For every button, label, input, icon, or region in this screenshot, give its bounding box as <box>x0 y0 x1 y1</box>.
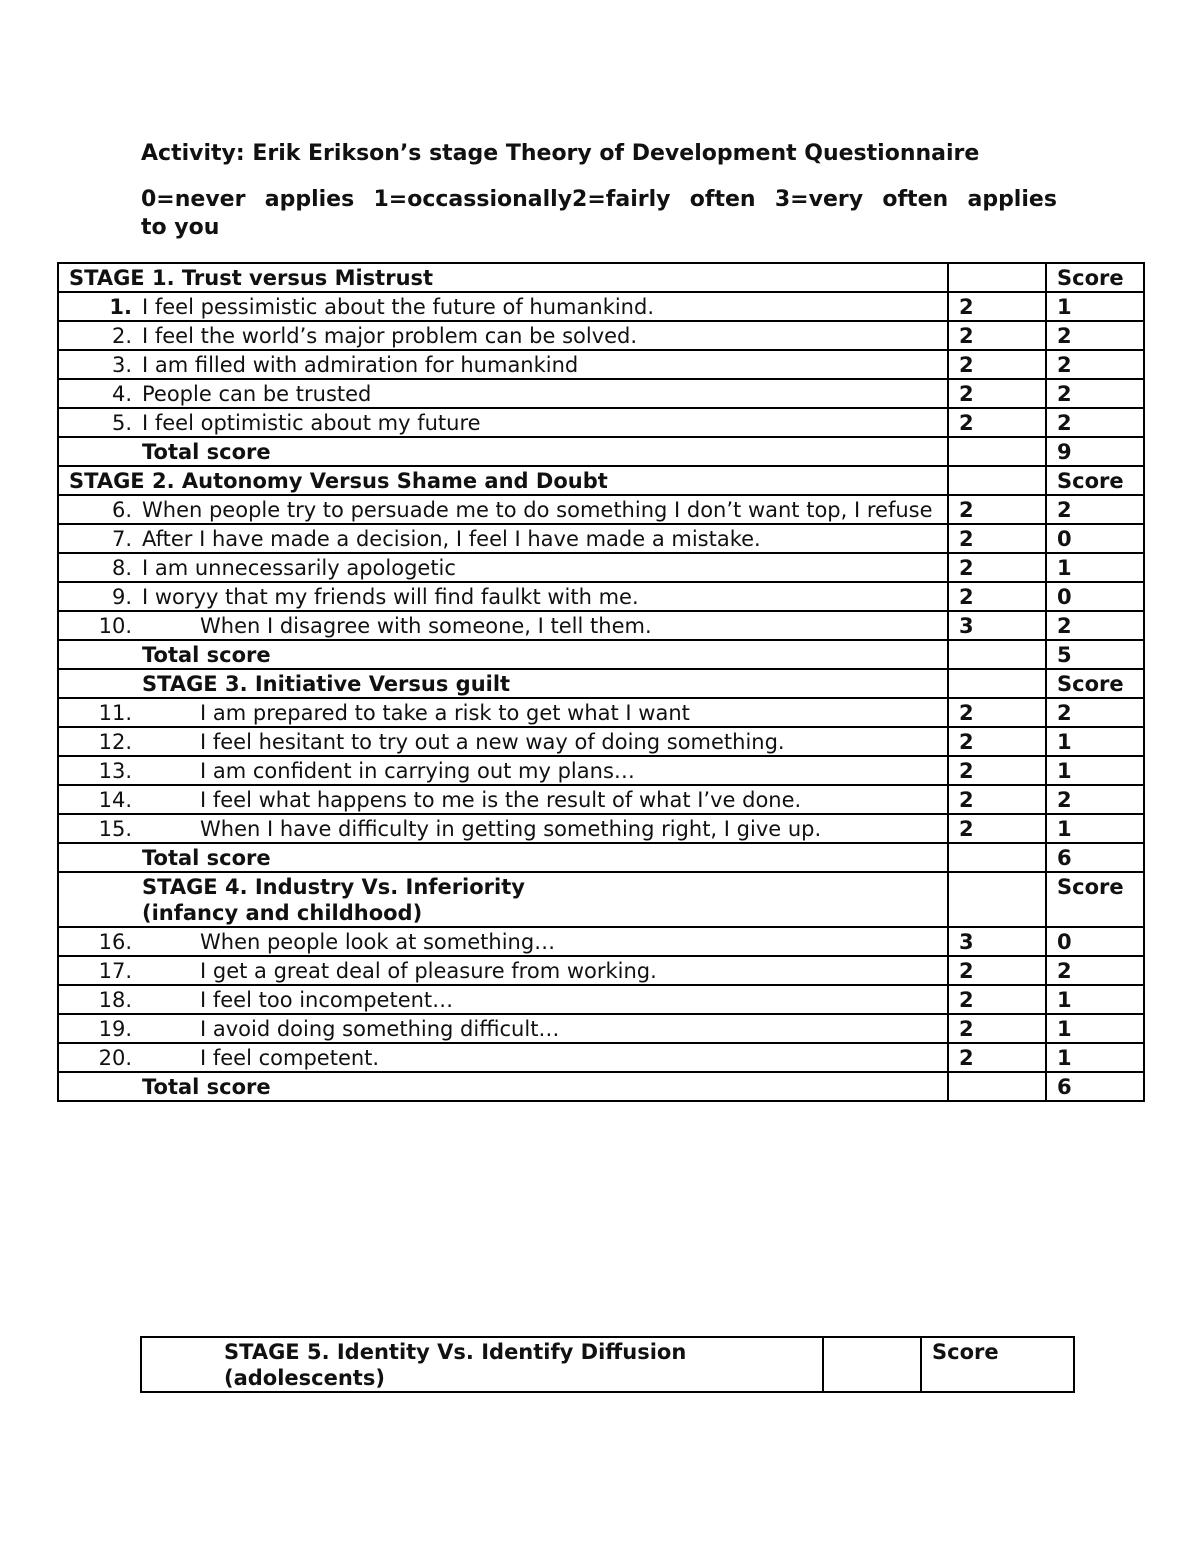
rating-value: 2 <box>948 956 1046 985</box>
question-text: I feel competent. <box>200 1046 380 1070</box>
question-row <box>58 698 1144 727</box>
question-row <box>58 785 1144 814</box>
question-item <box>59 1016 947 1042</box>
total-score: 5 <box>1046 640 1144 669</box>
total-row <box>58 843 1144 872</box>
stage-heading <box>58 872 948 927</box>
score-value: 2 <box>1046 495 1144 524</box>
question-text: People can be trusted <box>142 382 372 406</box>
question-cell <box>58 292 948 321</box>
legend-word: 1=occassionally2=fairly <box>373 187 671 212</box>
question-row <box>58 611 1144 640</box>
score-value: 2 <box>1046 956 1144 985</box>
total-score: 6 <box>1046 843 1144 872</box>
stage-heading-line1: STAGE 4. Industry Vs. Inferiority <box>142 875 525 899</box>
stage-heading-line1: STAGE 2. Autonomy Versus Shame and Doubt <box>69 469 608 493</box>
legend-word: often <box>689 187 756 212</box>
question-item <box>59 700 947 726</box>
question-text: I am prepared to take a risk to get what I want <box>200 701 690 725</box>
score-value: 2 <box>1046 379 1144 408</box>
rating-value: 2 <box>948 985 1046 1014</box>
score-value: 1 <box>1046 756 1144 785</box>
question-item <box>59 787 947 813</box>
stage-heading-line1: STAGE 3. Initiative Versus guilt <box>142 672 511 696</box>
question-text: I am filled with admiration for humankind <box>142 353 579 377</box>
question-text: When people try to persuade me to do something I don’t want top, I refuse <box>142 498 933 522</box>
question-item <box>59 758 947 784</box>
question-cell <box>58 350 948 379</box>
rating-value: 2 <box>948 727 1046 756</box>
score-value: 2 <box>1046 350 1144 379</box>
question-text: I feel optimistic about my future <box>142 411 481 435</box>
question-row <box>58 814 1144 843</box>
document-title: Activity: Erik Erikson’s stage Theory of Development Questionnaire <box>141 141 980 166</box>
rating-value: 2 <box>948 582 1046 611</box>
question-text: When I have difficulty in getting something right, I give up. <box>200 817 822 841</box>
question-item <box>59 352 947 378</box>
question-number: 6. <box>111 498 132 522</box>
rating-value: 2 <box>948 756 1046 785</box>
blank-cell <box>948 1072 1046 1101</box>
stage5-heading-line1: STAGE 5. Identity Vs. Identify Diffusion <box>224 1340 687 1364</box>
score-value: 0 <box>1046 927 1144 956</box>
question-number: 11. <box>98 701 132 725</box>
total-score: 6 <box>1046 1072 1144 1101</box>
blank-cell <box>948 669 1046 698</box>
question-number: 7. <box>111 527 132 551</box>
rating-value: 2 <box>948 379 1046 408</box>
question-item <box>59 323 947 349</box>
rating-value: 2 <box>948 785 1046 814</box>
legend-word: applies <box>967 187 1057 212</box>
score-header: Score <box>1046 872 1144 927</box>
rating-value: 2 <box>948 495 1046 524</box>
stage5-heading <box>141 1337 823 1392</box>
rating-value: 2 <box>948 524 1046 553</box>
question-cell <box>58 611 948 640</box>
question-cell <box>58 1014 948 1043</box>
question-item <box>59 526 947 552</box>
question-row <box>58 379 1144 408</box>
question-cell <box>58 379 948 408</box>
questionnaire-table <box>57 262 1145 1102</box>
question-text: I get a great deal of pleasure from working. <box>200 959 657 983</box>
stage5-heading-line2: (adolescents) <box>224 1366 385 1390</box>
question-number: 2. <box>111 324 132 348</box>
score-header: Score <box>1046 263 1144 292</box>
question-text: I woryy that my friends will find faulkt with me. <box>142 585 639 609</box>
rating-value: 2 <box>948 292 1046 321</box>
rating-value: 2 <box>948 350 1046 379</box>
legend-word: 0=never <box>141 187 246 212</box>
question-text: After I have made a decision, I feel I have made a mistake. <box>142 527 761 551</box>
question-text: I am confident in carrying out my plans… <box>200 759 635 783</box>
score-value: 2 <box>1046 408 1144 437</box>
score-value: 1 <box>1046 1014 1144 1043</box>
rating-value: 2 <box>948 698 1046 727</box>
score-value: 0 <box>1046 582 1144 611</box>
question-row <box>58 956 1144 985</box>
total-label: Total score <box>58 1072 948 1101</box>
question-item <box>59 958 947 984</box>
legend-line-2: to you <box>141 215 220 240</box>
stage-heading <box>58 669 948 698</box>
question-number: 9. <box>111 585 132 609</box>
question-row <box>58 495 1144 524</box>
legend-word: 3=very <box>774 187 864 212</box>
stage5-blank-cell <box>823 1337 921 1392</box>
question-number: 15. <box>98 817 132 841</box>
question-text: I feel the world’s major problem can be solved. <box>142 324 638 348</box>
question-item <box>59 729 947 755</box>
question-row <box>58 985 1144 1014</box>
question-number: 12. <box>98 730 132 754</box>
blank-cell <box>948 437 1046 466</box>
total-row <box>58 1072 1144 1101</box>
question-text: When people look at something… <box>200 930 556 954</box>
question-number: 17. <box>98 959 132 983</box>
question-text: I feel pessimistic about the future of humankind. <box>142 295 654 319</box>
stage5-heading-row <box>141 1337 1074 1392</box>
stage5-score-label: Score <box>921 1337 1074 1392</box>
rating-value: 2 <box>948 1014 1046 1043</box>
stage5-table <box>140 1336 1075 1393</box>
score-header: Score <box>1046 669 1144 698</box>
total-row <box>58 437 1144 466</box>
question-number: 13. <box>98 759 132 783</box>
legend-word: applies <box>264 187 355 212</box>
question-row <box>58 524 1144 553</box>
question-number: 1. <box>109 295 132 319</box>
question-cell <box>58 756 948 785</box>
question-text: When I disagree with someone, I tell them. <box>200 614 652 638</box>
stage-heading-line2: (infancy and childhood) <box>142 901 423 925</box>
score-header: Score <box>1046 466 1144 495</box>
score-value: 1 <box>1046 814 1144 843</box>
question-number: 16. <box>98 930 132 954</box>
score-value: 1 <box>1046 553 1144 582</box>
question-cell <box>58 785 948 814</box>
question-row <box>58 582 1144 611</box>
blank-cell <box>948 872 1046 927</box>
stage-heading-row <box>58 872 1144 927</box>
question-number: 19. <box>98 1017 132 1041</box>
score-value: 2 <box>1046 698 1144 727</box>
score-value: 2 <box>1046 611 1144 640</box>
question-text: I am unnecessarily apologetic <box>142 556 456 580</box>
question-item <box>59 929 947 955</box>
question-number: 5. <box>111 411 132 435</box>
question-cell <box>58 495 948 524</box>
question-number: 8. <box>111 556 132 580</box>
total-label: Total score <box>58 437 948 466</box>
score-value: 0 <box>1046 524 1144 553</box>
score-value: 1 <box>1046 1043 1144 1072</box>
total-row <box>58 640 1144 669</box>
question-cell <box>58 727 948 756</box>
total-score: 9 <box>1046 437 1144 466</box>
stage-heading-line1: STAGE 1. Trust versus Mistrust <box>69 266 434 290</box>
question-item <box>59 294 947 320</box>
stage-heading <box>58 466 948 495</box>
question-text: I feel hesitant to try out a new way of doing something. <box>200 730 785 754</box>
question-row <box>58 727 1144 756</box>
question-row <box>58 1043 1144 1072</box>
question-number: 20. <box>98 1046 132 1070</box>
question-item <box>59 497 947 523</box>
rating-value: 2 <box>948 553 1046 582</box>
score-value: 2 <box>1046 321 1144 350</box>
stage-heading-row <box>58 466 1144 495</box>
legend-line-1 <box>141 186 1057 214</box>
question-number: 14. <box>98 788 132 812</box>
rating-value: 3 <box>948 611 1046 640</box>
question-cell <box>58 582 948 611</box>
question-item <box>59 816 947 842</box>
question-cell <box>58 321 948 350</box>
rating-value: 2 <box>948 1043 1046 1072</box>
question-number: 4. <box>111 382 132 406</box>
question-text: I avoid doing something difficult… <box>200 1017 560 1041</box>
question-row <box>58 756 1144 785</box>
rating-value: 2 <box>948 321 1046 350</box>
score-value: 1 <box>1046 292 1144 321</box>
question-row <box>58 350 1144 379</box>
question-number: 10. <box>98 614 132 638</box>
question-cell <box>58 698 948 727</box>
question-item <box>59 381 947 407</box>
rating-legend <box>141 186 1057 242</box>
score-value: 2 <box>1046 785 1144 814</box>
blank-cell <box>948 640 1046 669</box>
question-row <box>58 292 1144 321</box>
question-item <box>59 584 947 610</box>
question-item <box>59 555 947 581</box>
total-label: Total score <box>58 843 948 872</box>
blank-cell <box>948 843 1046 872</box>
question-item <box>59 987 947 1013</box>
question-item <box>59 410 947 436</box>
legend-word: often <box>882 187 949 212</box>
question-cell <box>58 814 948 843</box>
question-row <box>58 553 1144 582</box>
question-cell <box>58 524 948 553</box>
question-cell <box>58 985 948 1014</box>
score-value: 1 <box>1046 985 1144 1014</box>
question-row <box>58 408 1144 437</box>
question-text: I feel too incompetent… <box>200 988 454 1012</box>
blank-cell <box>948 263 1046 292</box>
question-cell <box>58 408 948 437</box>
stage-heading <box>58 263 948 292</box>
rating-value: 2 <box>948 814 1046 843</box>
question-cell <box>58 927 948 956</box>
question-number: 3. <box>111 353 132 377</box>
total-label: Total score <box>58 640 948 669</box>
rating-value: 2 <box>948 408 1046 437</box>
question-cell <box>58 956 948 985</box>
question-row <box>58 321 1144 350</box>
rating-value: 3 <box>948 927 1046 956</box>
stage-heading-row <box>58 669 1144 698</box>
question-cell <box>58 553 948 582</box>
score-value: 1 <box>1046 727 1144 756</box>
question-row <box>58 1014 1144 1043</box>
blank-cell <box>948 466 1046 495</box>
question-cell <box>58 1043 948 1072</box>
question-number: 18. <box>98 988 132 1012</box>
question-item <box>59 613 947 639</box>
question-row <box>58 927 1144 956</box>
question-item <box>59 1045 947 1071</box>
question-text: I feel what happens to me is the result of what I’ve done. <box>200 788 802 812</box>
stage-heading-row <box>58 263 1144 292</box>
